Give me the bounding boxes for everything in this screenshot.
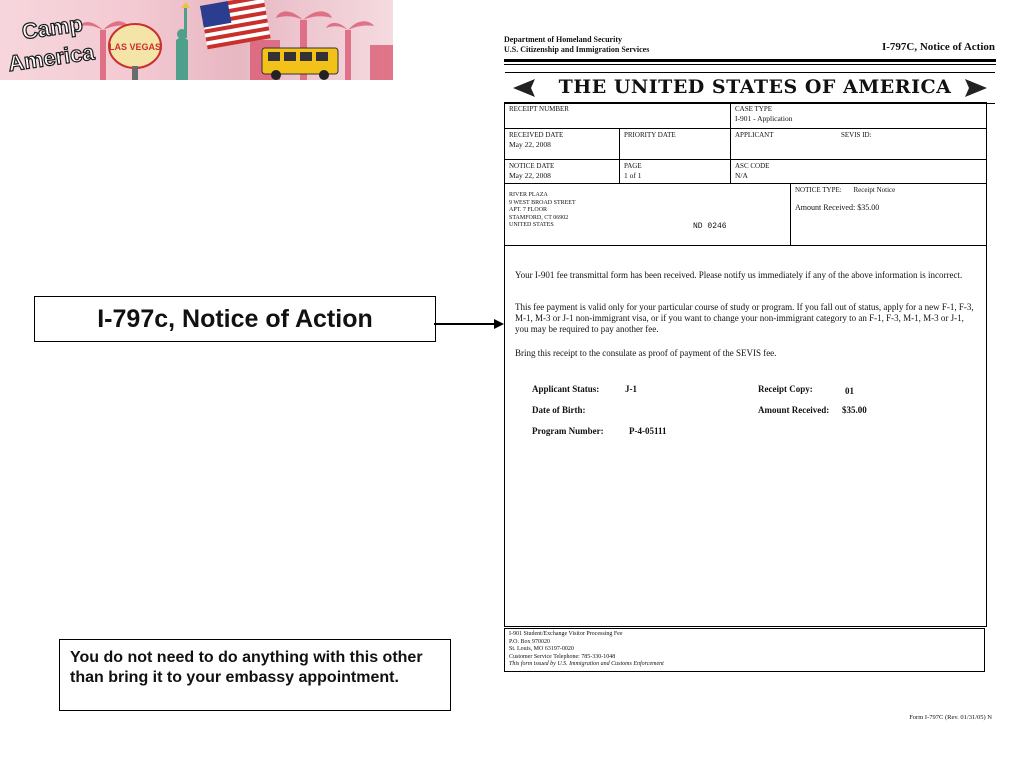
program-number-label: Program Number:: [532, 426, 604, 436]
header-rule-thin: [504, 64, 996, 65]
notice-paragraph-1: Your I-901 fee transmittal form has been received. Please notify us immediately if any of the above information is incorrect.: [515, 270, 963, 280]
notice-paragraph-2: This fee payment is valid only for your particular course of study or program. If you fall out of status, apply for a new F-1, F-3, M-1, M-3 or J-1 non-immigrant visa, or if you want to change your non-immigrant category to an F-1, F-3, M-1, M-3 or J-1, you may be required to pay another fee.: [515, 302, 974, 334]
received-date-cell: RECEIVED DATE May 22, 2008: [505, 129, 620, 160]
applicant-cell: APPLICANT SEVIS ID:: [731, 129, 986, 160]
document-title-text: I-797c, Notice of Action: [97, 304, 373, 333]
address-line: UNITED STATES: [509, 222, 554, 228]
applicant-status-value: J-1: [625, 384, 637, 394]
case-type-cell: CASE TYPE I-901 - Application: [731, 103, 986, 129]
receipt-copy-label: Receipt Copy:: [758, 384, 813, 394]
notice-type-value: Receipt Notice: [853, 186, 896, 194]
footer-issuer-line: This form issued by U.S. Immigration and Customs Enforcement: [509, 661, 664, 667]
asc-code-cell: ASC CODE N/A: [731, 160, 986, 184]
notice-type-cell: [791, 184, 986, 245]
notice-body: [504, 244, 987, 627]
amount-received-line: Amount Received: $35.00: [795, 203, 880, 212]
applicant-status-label: Applicant Status:: [532, 384, 600, 394]
agency-name: U.S. Citizenship and Immigration Services: [504, 45, 650, 54]
batch-code: ND 0246: [693, 222, 727, 231]
processing-fee-footer: [504, 628, 985, 672]
instruction-note-callout: [59, 639, 451, 711]
notice-paragraph-3: Bring this receipt to the consulate as proof of payment of the SEVIS fee.: [515, 348, 777, 358]
header-rule: [504, 59, 996, 62]
department-name: Department of Homeland Security: [504, 35, 622, 44]
amount-received-value: $35.00: [842, 405, 867, 415]
receipt-number-cell: RECEIPT NUMBER: [505, 103, 731, 129]
seal-band: [505, 72, 995, 104]
page-cell: PAGE 1 of 1: [620, 160, 731, 184]
priority-date-cell: PRIORITY DATE: [620, 129, 731, 160]
las-vegas-sign: [109, 24, 161, 80]
case-info-grid: [504, 102, 987, 246]
instruction-note-text: You do not need to do anything with this other than bring it to your embassy appointment.: [70, 649, 423, 686]
form-title: I-797C, Notice of Action: [881, 41, 995, 53]
address-line: 9 WEST BROAD STREET: [509, 199, 576, 206]
footer-line: P.O. Box 970020: [509, 638, 551, 645]
svg-text:America: America: [6, 39, 96, 76]
amount-received-label: Amount Received:: [758, 405, 830, 415]
form-revision: Form I-797C (Rev. 01/31/05) N: [909, 714, 992, 721]
program-number-value: P-4-05111: [629, 426, 667, 436]
camp-america-logo: [6, 10, 98, 76]
form-agency-header: [504, 35, 649, 55]
band-title: THE UNITED STATES OF AMERICA: [558, 76, 952, 98]
arrow-right-icon: [434, 316, 506, 332]
i797c-form: [500, 30, 1000, 740]
date-of-birth-label: Date of Birth:: [532, 405, 586, 415]
footer-line: St. Louis, MO 63197-0020: [509, 646, 574, 652]
footer-line: Customer Service Telephone: 785-330-1048: [509, 653, 616, 660]
address-line: RIVER PLAZA: [509, 192, 548, 198]
notice-date-cell: NOTICE DATE May 22, 2008: [505, 160, 620, 184]
footer-line: I-901 Student/Exchange Visitor Processing Fee: [509, 631, 623, 637]
mailing-address-cell: [505, 184, 791, 245]
svg-text:LAS VEGAS: LAS VEGAS: [108, 42, 162, 52]
sevis-label: SEVIS ID:: [841, 131, 872, 139]
notice-type-label: NOTICE TYPE:: [795, 186, 842, 194]
document-title-callout: [34, 296, 436, 342]
address-line: STAMFORD, CT 06902: [509, 214, 569, 221]
svg-text:Camp: Camp: [20, 10, 85, 45]
receipt-copy-value: 01: [845, 386, 854, 396]
camp-america-banner: [0, 0, 393, 80]
address-line: APT. 7 FLOOR: [509, 207, 548, 213]
